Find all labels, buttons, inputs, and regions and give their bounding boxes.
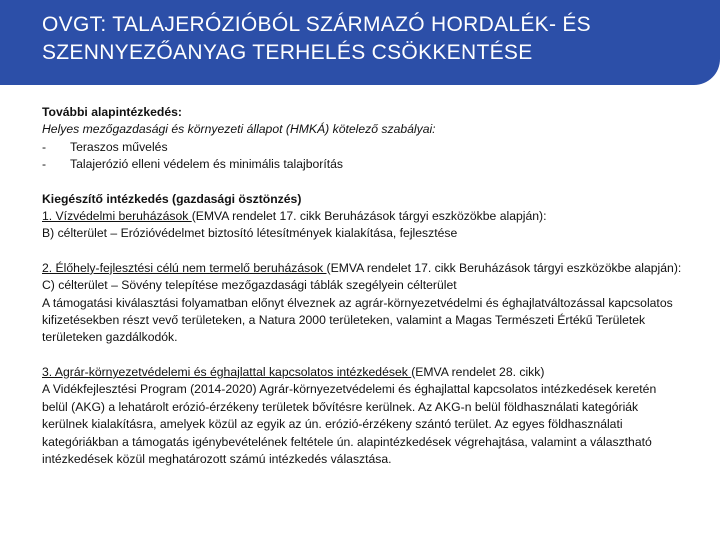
measure-link-3[interactable]: 3. Agrár-környezetvédelemi és éghajlattal kapcsolatos intézkedések	[42, 364, 412, 379]
bullet-dash: -	[42, 139, 47, 154]
section1-heading: További alapintézkedés:	[42, 105, 182, 119]
paragraph-3-ref: (EMVA rendelet 28. cikk)	[411, 364, 545, 379]
title-line-1: OVGT: TALAJERÓZIÓBÓL SZÁRMAZÓ HORDALÉK- ÉS	[42, 13, 591, 36]
bullet-dash: -	[42, 157, 47, 172]
list-item-text: Talajerózió elleni védelem és minimális talajborítás	[70, 157, 343, 172]
list-item	[42, 156, 682, 173]
paragraph-2-ref: (EMVA rendelet 17. cikk Beruházások tárgyi eszközökbe alapján):	[326, 260, 682, 275]
measure-link-1[interactable]: 1. Vízvédelmi beruházások	[42, 209, 192, 224]
paragraph-2-line3: A támogatási kiválasztási folyamatban előnyt élveznek az agrár-környezetvédelmi és éghajlatváltozással kapcsolatos kifizetésekben részt vevő területeken, a Natura 2000 területeken, valamint a Magas Természeti Értékű Területek területeken gazdálkodók.	[42, 295, 673, 345]
paragraph-1-line2: B) célterület – Erózióvédelmet biztosító létesítmények kialakítása, fejlesztése	[42, 226, 458, 241]
measure-link-2[interactable]: 2. Élőhely-fejlesztési célú nem termelő beruházások	[42, 260, 327, 275]
paragraph-1-ref: (EMVA rendelet 17. cikk Beruházások tárgyi eszközökbe alapján):	[191, 209, 547, 224]
title-line-2: SZENNYEZŐANYAG TERHELÉS CSÖKKENTÉSE	[42, 41, 533, 64]
paragraph-2-line2: C) célterület – Sövény telepítése mezőgazdasági táblák szegélyein célterület	[42, 278, 457, 293]
section1-subtitle: Helyes mezőgazdasági és környezeti állapot (HMKÁ) kötelező szabályai:	[42, 122, 436, 137]
paragraph-2	[42, 260, 682, 277]
list-item-text: Teraszos művelés	[70, 139, 168, 154]
slide-body	[42, 104, 682, 468]
section2-heading: Kiegészítő intézkedés (gazdasági ösztönzés)	[42, 191, 302, 206]
paragraph-1	[42, 208, 682, 225]
slide-title	[42, 11, 702, 67]
paragraph-3	[42, 364, 682, 381]
list-item	[42, 139, 682, 156]
title-bar	[0, 0, 720, 85]
paragraph-3-line2: A Vidékfejlesztési Program (2014-2020) Agrár-környezetvédelemi és éghajlattal kapcsolatos intézkedések keretén belül (AKG) a lehatárolt erózió-érzékeny területek bővítésre kerülnek. Az AKG-n belül földhasználati kategóriák kerülnek kialakításra, amelyek közül az egyik az ún. erózió-érzékeny szántó terület. Az egyes földhasználati kategóriákban a támogatás igénybevételének feltétele ún. alapintézkedések végrehajtása, valamint a választható intézkedések közül meghatározott számú intézkedés választása.	[42, 382, 657, 466]
